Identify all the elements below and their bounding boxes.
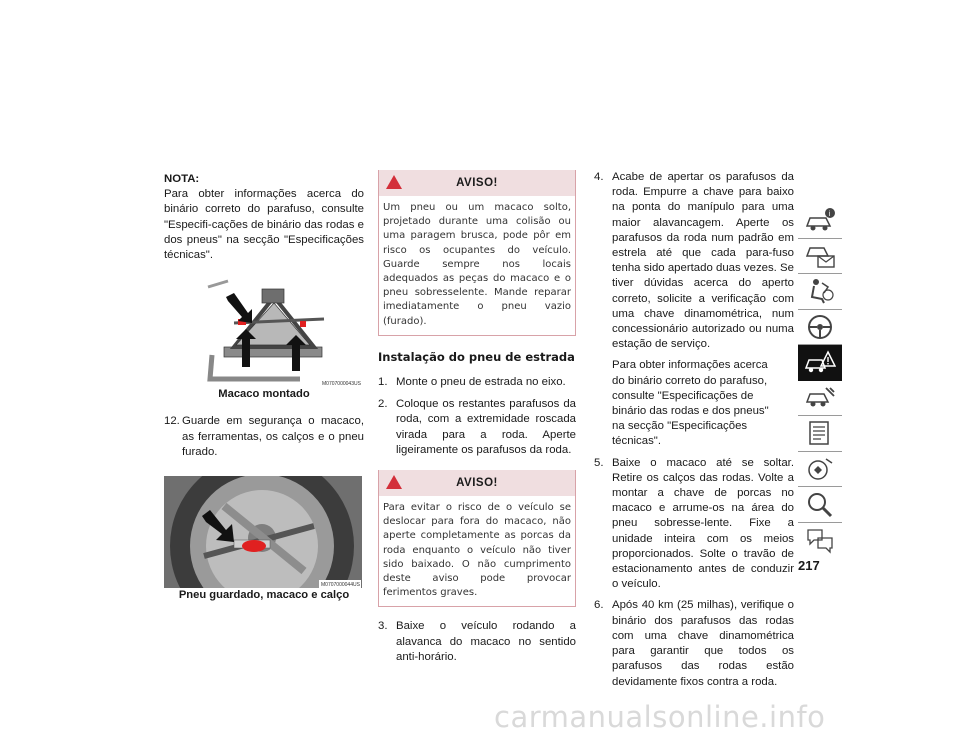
figure-caption: Pneu guardado, macaco e calço: [178, 589, 350, 602]
step-number: 2.: [378, 398, 388, 411]
jack-assembled-figure: [164, 279, 364, 387]
tab-car-info[interactable]: [798, 203, 842, 239]
step-text: Coloque os restantes parafusos da roda, com a extremidade roscada virada para a roda. Aperte ligeiramente os parafusos da roda.: [396, 398, 576, 456]
warning-header: [379, 470, 575, 496]
specifications-list-icon: [804, 419, 836, 447]
step-text: Baixe o macaco até se soltar. Retire os calços das rodas. Volte a montar a chave de porcas no macaco e arrume-os na área do pneu sobresse-lente. Fixe a unidade inteira com os meios proporcionados. Solte o travão de estacionamento antes de conduzir o veículo.: [612, 456, 794, 591]
tab-car-envelope[interactable]: [798, 239, 842, 275]
car-info-icon: [804, 206, 836, 234]
tab-car-service[interactable]: [798, 381, 842, 417]
warning-box: [378, 470, 576, 607]
tab-specifications-list[interactable]: [798, 416, 842, 452]
step-4: [594, 170, 794, 352]
warning-box: [378, 170, 576, 336]
tab-steering-wheel[interactable]: [798, 310, 842, 346]
tab-multimedia[interactable]: [798, 452, 842, 488]
car-service-icon: [804, 384, 836, 412]
steering-wheel-icon: [804, 313, 836, 341]
step-12: [164, 414, 364, 460]
figure-code: M0707000043US: [322, 381, 361, 388]
step-2: [378, 397, 576, 458]
watermark: carmanualsonline.info: [494, 700, 826, 734]
step-text: Guarde em segurança o macaco, as ferramentas, os calços e o pneu furado.: [182, 415, 364, 458]
page-number: 217: [798, 558, 820, 573]
note-title: NOTA:: [164, 173, 200, 185]
step-6: [594, 598, 794, 689]
step-text: Após 40 km (25 milhas), verifique o binário dos parafusos das rodas com uma chave dinamométrica para garantir que todos os parafusos das rodas estão devidamente fixos contra a roda.: [612, 599, 794, 688]
step-number: 1.: [378, 376, 388, 389]
warning-header: [379, 170, 575, 196]
hazard-car-icon: [804, 348, 836, 376]
column-middle: [378, 170, 576, 665]
step-number: 5.: [594, 456, 604, 469]
warning-title: AVISO!: [456, 177, 498, 189]
svg-text:i: i: [828, 210, 831, 218]
section-title: Instalação do pneu de estrada: [378, 349, 575, 364]
step-number: 4.: [594, 171, 604, 183]
car-envelope-icon: [804, 242, 836, 270]
tab-index-search[interactable]: [798, 487, 842, 523]
stored-tire-figure: [164, 476, 362, 588]
warning-title: AVISO!: [456, 477, 498, 490]
tab-seat-airbag[interactable]: [798, 274, 842, 310]
index-search-icon: [804, 490, 836, 518]
figure-caption: Macaco montado: [218, 388, 310, 401]
step-4-note: Para obter informações acerca do binário correto do parafuso, consulte "Especificações de binário das rodas e dos pneus" na secção "Especificações técnicas".: [612, 359, 769, 448]
languages-icon: [804, 526, 836, 554]
note-text: Para obter informações acerca do binário correto do parafuso, consulte "Especifi-cações de binário das rodas e dos pneus" na secção "Especificações técnicas".: [164, 188, 364, 262]
tab-hazard-car[interactable]: [798, 345, 842, 381]
column-left: [164, 172, 364, 603]
step-text: Baixe o veículo rodando a alavanca do macaco no sentido anti-horário.: [396, 620, 576, 663]
multimedia-icon: [804, 455, 836, 483]
step-text: Monte o pneu de estrada no eixo.: [396, 376, 566, 389]
tab-languages[interactable]: [798, 523, 842, 559]
step-text: Acabe de apertar os parafusos da roda. Empurre a chave para baixo na ponta do manípulo para uma maior alavancagem. Aperte os parafusos da roda num padrão em estrela até que cada para-fuso tenha sido apertado duas vezes. Se tiver dúvidas acerca do aperto correto, solicite a verificação com uma chave dinamométrica, num concessionário autorizado ou numa estação de serviço.: [612, 171, 794, 351]
jack-assembled-illustration: [164, 279, 364, 387]
stored-tire-photo: [164, 476, 362, 588]
step-number: 6.: [594, 599, 604, 612]
step-3: [378, 619, 576, 665]
step-1: [378, 375, 576, 390]
column-right: [594, 170, 794, 690]
step-5: [594, 456, 794, 593]
chapter-tabs: [798, 203, 842, 558]
warning-text: Para evitar o risco de o veículo se deslocar para fora do macaco, não aperte completamente as porcas da roda enquanto o veículo não tiver sido baixado. O não cumprimento deste aviso pode provocar ferimentos graves.: [383, 502, 571, 599]
step-number: 12.: [164, 415, 180, 428]
warning-text: Um pneu ou um macaco solto, projetado durante uma colisão ou uma paragem brusca, pode pôr em risco os ocupantes do veículo. Guarde sempre nos locais adequados as peças do macaco e o pneu sobresselente. Mande reparar imediatamente o pneu vazio (furado).: [383, 202, 571, 327]
step-number: 3.: [378, 620, 388, 633]
figure-code: M0707000044US: [321, 582, 360, 589]
seat-airbag-icon: [804, 277, 836, 305]
